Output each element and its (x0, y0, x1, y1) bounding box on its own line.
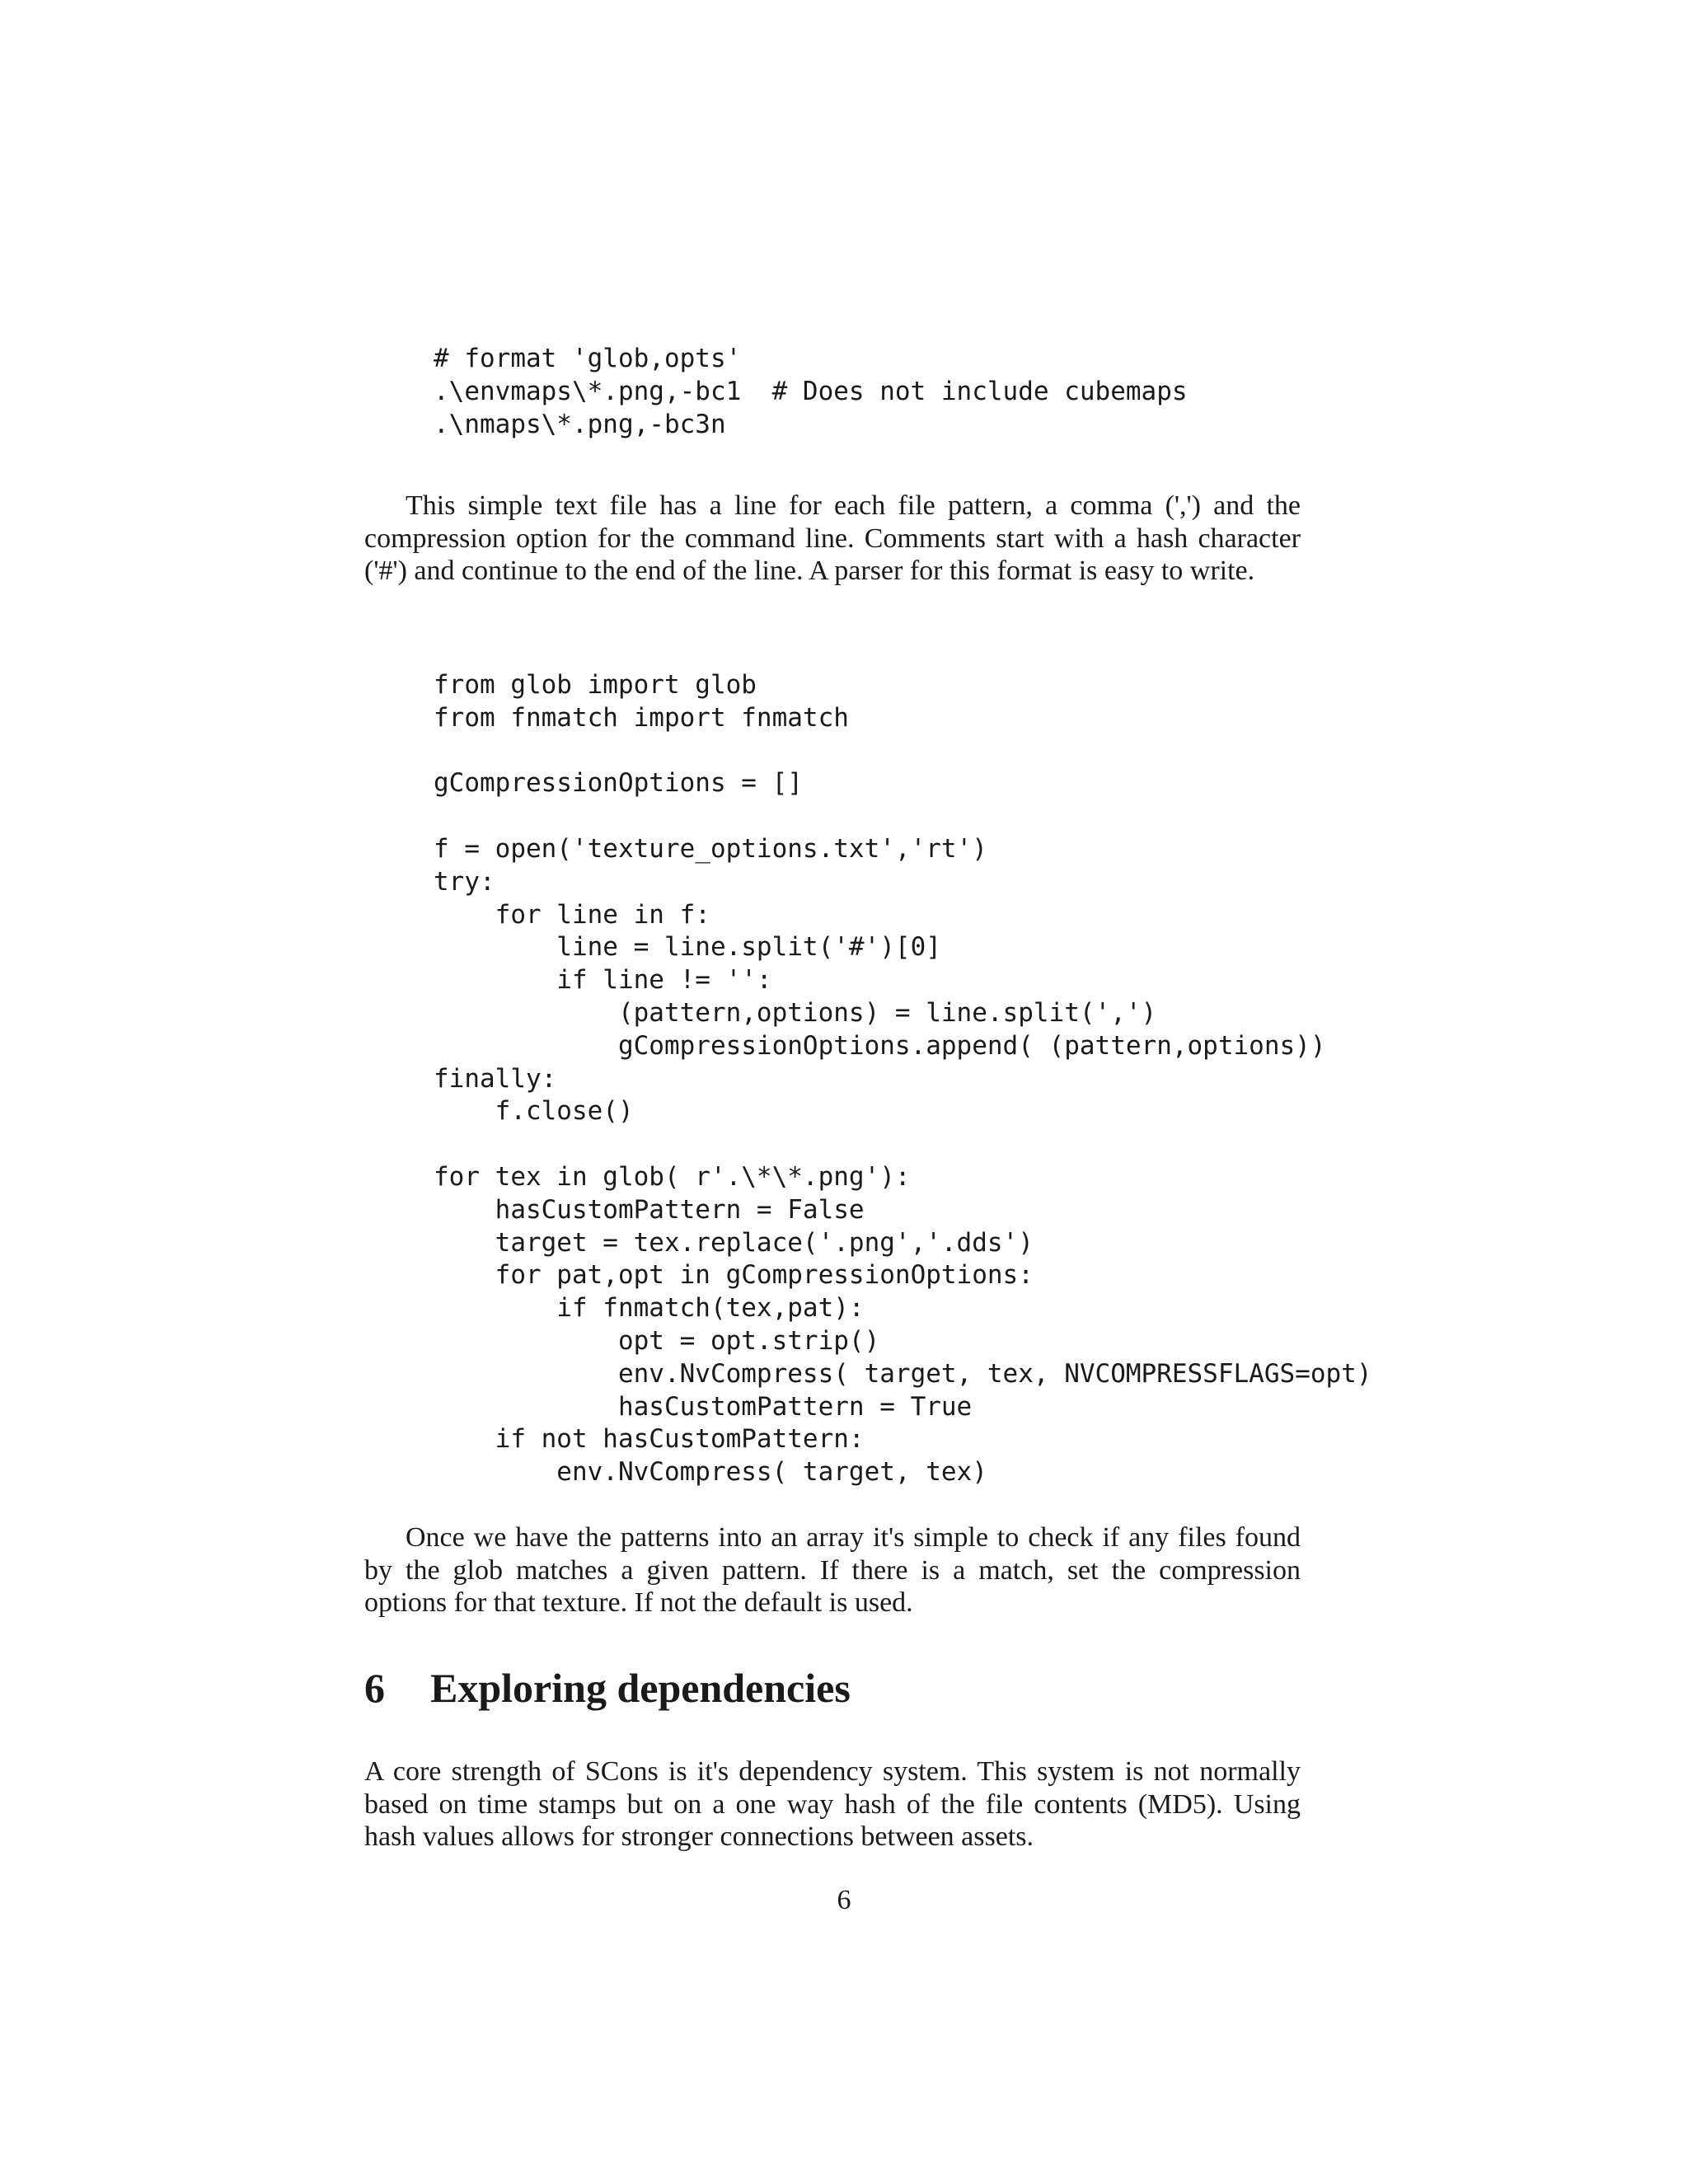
page-number: 6 (837, 1885, 851, 1915)
code-line (434, 800, 1372, 833)
section-title: Exploring dependencies (430, 1665, 851, 1711)
code-block-texture-options (434, 343, 1188, 441)
code-line: gCompressionOptions = [] (434, 768, 803, 799)
code-line: opt = opt.strip() (434, 1325, 880, 1356)
code-line: if not hasCustomPattern: (434, 1424, 865, 1455)
code-line: # format 'glob,opts' (434, 344, 742, 373)
code-line: .\envmaps\*.png,-bc1 # Does not include cubemaps (434, 376, 1188, 406)
code-line: for line in f: (434, 899, 710, 930)
paragraph-pattern-matching: Once we have the patterns into an array it's simple to check if any files found by the glob matches a given pattern. If there is a match, set the compression options for that texture. If not the default is used. (364, 1522, 1301, 1619)
code-line: f.close() (434, 1096, 634, 1127)
code-block-parser (434, 669, 1372, 1489)
code-line: from fnmatch import fnmatch (434, 702, 849, 733)
code-line: target = tex.replace('.png','.dds') (434, 1227, 1034, 1258)
code-line (434, 735, 1372, 768)
code-line: hasCustomPattern = True (434, 1391, 973, 1422)
section-heading (364, 1663, 851, 1713)
code-line: if line != '': (434, 965, 772, 996)
code-line: for tex in glob( r'.\*\*.png'): (434, 1161, 911, 1192)
code-line: .\nmaps\*.png,-bc3n (434, 409, 726, 439)
code-line: gCompressionOptions.append( (pattern,options)) (434, 1030, 1326, 1061)
code-line: env.NvCompress( target, tex) (434, 1457, 987, 1488)
paragraph-dependencies: A core strength of SCons is it's dependency system. This system is not normally based on time stamps but on a one way hash of the file contents (MD5). Using hash values allows for stronger connections between assets. (364, 1756, 1301, 1853)
code-line: env.NvCompress( target, tex, NVCOMPRESSFLAGS=opt) (434, 1358, 1372, 1389)
code-line: f = open('texture_options.txt','rt') (434, 833, 987, 864)
code-line: if fnmatch(tex,pat): (434, 1293, 865, 1324)
code-line: from glob import glob (434, 670, 757, 700)
code-line: hasCustomPattern = False (434, 1194, 865, 1225)
code-line: line = line.split('#')[0] (434, 932, 941, 963)
code-line: finally: (434, 1063, 557, 1094)
section-number: 6 (364, 1665, 385, 1711)
code-line: for pat,opt in gCompressionOptions: (434, 1260, 1034, 1291)
code-line (434, 1128, 1372, 1161)
paragraph-file-format: This simple text file has a line for each file pattern, a comma (',') and the compression option for the command line. Comments start with a hash character ('#') and continue to the end of the line. A parser for this format is easy to write. (364, 490, 1301, 587)
code-line: try: (434, 866, 495, 897)
code-line: (pattern,options) = line.split(',') (434, 997, 1157, 1028)
